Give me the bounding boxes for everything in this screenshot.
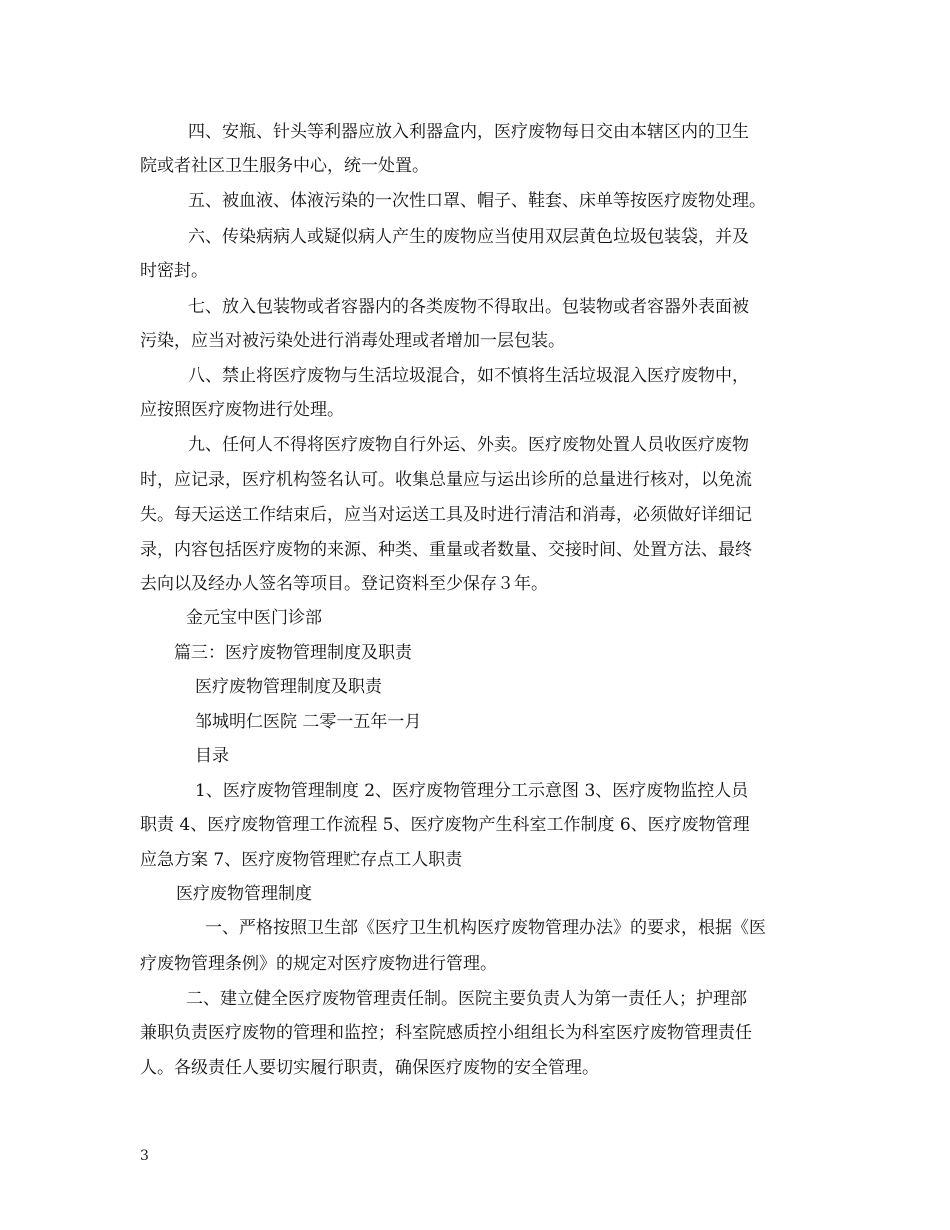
text-line: 二、建立健全医疗废物管理责任制。医院主要负责人为第一责任人；护理部: [186, 989, 747, 1009]
text-line: 篇三：医疗废物管理制度及职责: [174, 643, 412, 663]
text-line: 去向以及经办人签名等项目。登记资料至少保存３年。: [140, 574, 548, 594]
text-line: 目录: [195, 746, 229, 766]
text-line: 八、禁止将医疗废物与生活垃圾混合，如不慎将生活垃圾混入医疗废物中，: [188, 366, 749, 386]
text-line: 金元宝中医门诊部: [186, 608, 322, 628]
text-line: 五、被血液、体液污染的一次性口罩、帽子、鞋套、床单等按医疗废物处理。: [188, 191, 766, 211]
text-line: 时密封。: [140, 261, 208, 281]
text-line: 邹城明仁医院 二零一五年一月: [195, 712, 422, 732]
text-line: 时，应记录，医疗机构签名认可。收集总量应与运出诊所的总量进行核对，以免流: [140, 470, 752, 490]
text-line: 失。每天运送工作结束后，应当对运送工具及时进行清洁和消毒，必须做好详细记: [140, 505, 752, 525]
text-line: 污染，应当对被污染处进行消毒处理或者增加一层包装。: [140, 331, 565, 351]
text-line: 六、传染病病人或疑似病人产生的废物应当使用双层黄色垃圾包装袋，并及: [188, 227, 749, 247]
text-line: 四、安瓶、针头等利器应放入利器盒内，医疗废物每日交由本辖区内的卫生: [188, 122, 749, 142]
text-line: 疗废物管理条例》的规定对医疗废物进行管理。: [140, 954, 497, 974]
page-number: 3: [140, 1148, 149, 1164]
text-line: 医疗废物管理制度及职责: [195, 677, 382, 697]
text-line: 医疗废物管理制度: [176, 884, 312, 904]
text-line: 七、放入包装物或者容器内的各类废物不得取出。包装物或者容器外表面被: [188, 297, 749, 317]
text-line: 录，内容包括医疗废物的来源、种类、重量或者数量、交接时间、处置方法、最终: [140, 540, 752, 560]
text-line: 兼职负责医疗废物的管理和监控；科室院感质控小组组长为科室医疗废物管理责任: [140, 1023, 752, 1043]
text-line: 院或者社区卫生服务中心，统一处置。: [140, 156, 429, 176]
text-line: 职责 4、医疗废物管理工作流程 5、医疗废物产生科室工作制度 6、医疗废物管理: [140, 815, 750, 835]
text-line: 九、任何人不得将医疗废物自行外运、外卖。医疗废物处置人员收医疗废物: [188, 435, 749, 455]
text-line: 1、医疗废物管理制度 2、医疗废物管理分工示意图 3、医疗废物监控人员: [195, 781, 749, 801]
text-line: 应按照医疗废物进行处理。: [140, 400, 344, 420]
text-line: 人。各级责任人要切实履行职责，确保医疗废物的安全管理。: [140, 1058, 599, 1078]
text-line: 一、严格按照卫生部《医疗卫生机构医疗废物管理办法》的要求，根据《医: [205, 918, 766, 938]
text-line: 应急方案 7、医疗废物管理贮存点工人职责: [140, 850, 463, 870]
